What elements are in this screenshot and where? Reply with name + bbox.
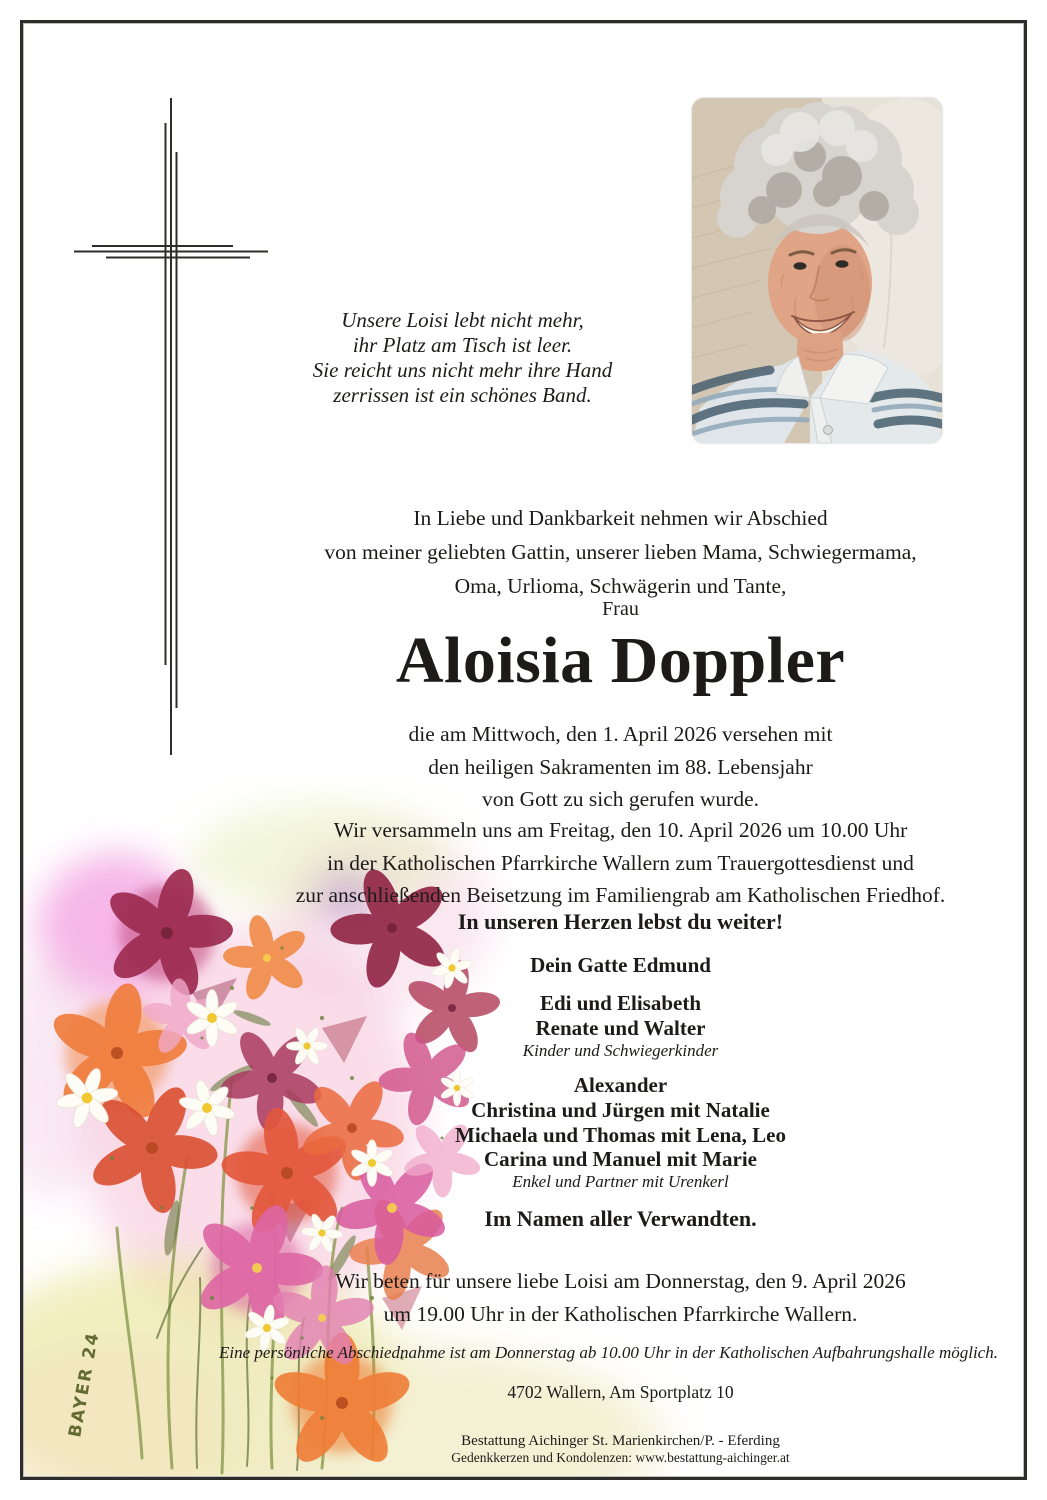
grandchildren-line: Carina und Manuel mit Marie [484, 1147, 757, 1172]
viewing-note: Eine persönliche Abschiednahme ist am Donnerstag ab 10.00 Uhr in der Katholischen Aufbahrungshalle möglich. [219, 1343, 998, 1362]
service-line: Wir versammeln uns am Freitag, den 10. April 2026 um 10.00 Uhr [333, 818, 908, 842]
spouse-line: Dein Gatte Edmund [530, 953, 711, 977]
children-caption: Kinder und Schwiegerkinder [522, 1041, 719, 1060]
children-names [222, 991, 1019, 1040]
grandchildren-names [222, 1073, 1019, 1172]
intro-paragraph [222, 501, 1019, 603]
passing-line: die am Mittwoch, den 1. April 2026 versehen mit [408, 722, 833, 746]
poem-line: zerrissen ist ein schönes Band. [333, 383, 592, 407]
grandchildren-line: Alexander [573, 1073, 668, 1097]
poem-line: Unsere Loisi lebt nicht mehr, [341, 308, 584, 332]
honorific: Frau [602, 598, 639, 620]
service-line: zur anschließenden Beisetzung im Familiengrab am Katholischen Friedhof. [295, 883, 946, 907]
prayer-line: Wir beten für unsere liebe Loisi am Donnerstag, den 9. April 2026 [335, 1269, 906, 1293]
grandchildren-line: Michaela und Thomas mit Lena, Leo [455, 1122, 786, 1147]
passing-line: den heiligen Sakramenten im 88. Lebensjahr [428, 754, 813, 779]
passing-paragraph [222, 718, 1019, 816]
passing-line: von Gott zu sich gerufen wurde. [481, 787, 760, 811]
intro-line: Oma, Urlioma, Schwägerin und Tante, [454, 574, 787, 598]
service-paragraph [222, 814, 1019, 912]
poem-line: ihr Platz am Tisch ist leer. [352, 333, 573, 357]
closing-line: Im Namen aller Verwandten. [484, 1206, 757, 1231]
grandchildren-line: Christina und Jürgen mit Natalie [471, 1097, 770, 1122]
artist-signature: BAYER 24 [65, 1329, 104, 1439]
grandchildren-caption: Enkel und Partner mit Urenkerl [512, 1172, 729, 1191]
funeral-home-line: Bestattung Aichinger St. Marienkirchen/P. - Eferding [461, 1433, 780, 1449]
children-line: Renate und Walter [535, 1015, 706, 1040]
address-line: 4702 Wallern, Am Sportplatz 10 [507, 1382, 734, 1402]
condolence-line: Gedenkkerzen und Kondolenzen: www.bestattung-aichinger.at [451, 1450, 790, 1465]
prayer-paragraph [222, 1265, 1019, 1331]
service-line: in der Katholischen Pfarrkirche Wallern zum Trauergottesdienst und [327, 850, 914, 875]
motto-line: In unseren Herzen lebst du weiter! [457, 909, 784, 934]
poem-line: Sie reicht uns nicht mehr ihre Hand [312, 358, 613, 382]
deceased-name: Aloisia Doppler [395, 624, 846, 697]
intro-line: In Liebe und Dankbarkeit nehmen wir Abschied [413, 506, 828, 530]
children-line: Edi und Elisabeth [539, 991, 702, 1015]
memorial-poem [190, 308, 735, 408]
prayer-line: um 19.00 Uhr in der Katholischen Pfarrkirche Wallern. [383, 1302, 858, 1326]
intro-line: von meiner geliebten Gattin, unserer lieben Mama, Schwiegermama, [324, 540, 917, 564]
